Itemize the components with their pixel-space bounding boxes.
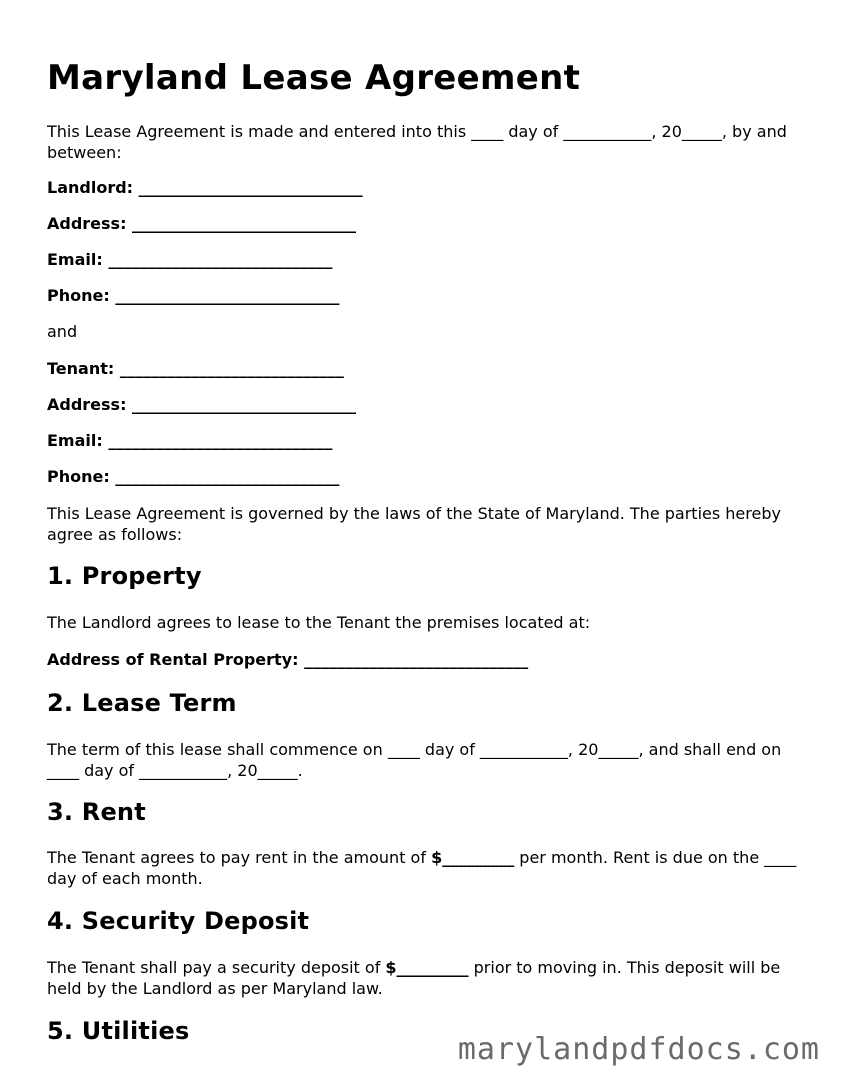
landlord-name-field: Landlord: ____________________________ xyxy=(47,178,363,197)
landlord-address-field: Address: ____________________________ xyxy=(47,214,357,233)
rent-text-after: per month. Rent is due on the ____ day of each month. xyxy=(47,848,797,888)
governing-law-paragraph: This Lease Agreement is governed by the laws of the State of Maryland. The parties hereby agree as follows: xyxy=(47,504,781,544)
deposit-text-after: prior to moving in. This deposit will be held by the Landlord as per Maryland law. xyxy=(47,958,781,998)
security-deposit-paragraph xyxy=(47,958,807,999)
tenant-address-field: Address: ____________________________ xyxy=(47,395,357,414)
rental-property-address-field: Address of Rental Property: ____________________________ xyxy=(47,650,529,669)
section-heading-rent: 3. Rent xyxy=(47,798,146,826)
deposit-text-before: The Tenant shall pay a security deposit of xyxy=(47,958,386,977)
document-title: Maryland Lease Agreement xyxy=(47,58,581,98)
tenant-phone-field: Phone: ____________________________ xyxy=(47,467,340,486)
rent-amount-field: $_________ xyxy=(431,848,515,867)
landlord-phone-field: Phone: ____________________________ xyxy=(47,286,340,305)
rent-paragraph xyxy=(47,848,807,889)
lease-term-paragraph: The term of this lease shall commence on ____ day of ___________, 20_____, and shall end on ____ day of ___________, 20_____. xyxy=(47,740,782,780)
landlord-email-field: Email: ____________________________ xyxy=(47,250,333,269)
and-text: and xyxy=(47,322,78,341)
tenant-name-field: Tenant: ____________________________ xyxy=(47,359,344,378)
section-heading-security-deposit: 4. Security Deposit xyxy=(47,907,310,935)
watermark-text: marylandpdfdocs.com xyxy=(457,1032,820,1067)
intro-paragraph: This Lease Agreement is made and entered into this ____ day of ___________, 20_____, by and between: xyxy=(47,122,787,162)
rent-text-before: The Tenant agrees to pay rent in the amount of xyxy=(47,848,432,867)
section-heading-property: 1. Property xyxy=(47,562,202,590)
property-paragraph: The Landlord agrees to lease to the Tenant the premises located at: xyxy=(47,613,591,632)
deposit-amount-field: $_________ xyxy=(385,958,469,977)
section-heading-utilities: 5. Utilities xyxy=(47,1017,190,1045)
tenant-email-field: Email: ____________________________ xyxy=(47,431,333,450)
section-heading-lease-term: 2. Lease Term xyxy=(47,689,237,717)
